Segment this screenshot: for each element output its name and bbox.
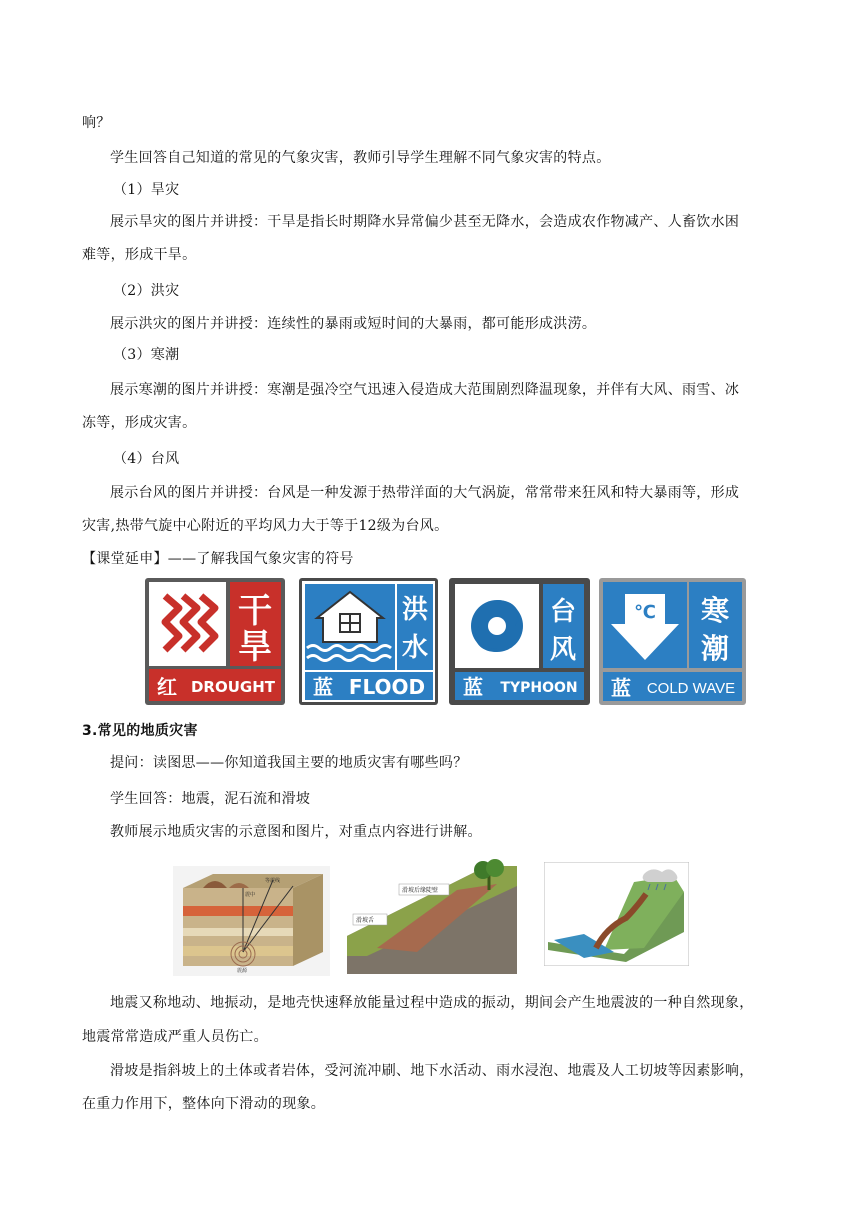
paragraph: 地震又称地动、地振动，是地壳快速释放能量过程中造成的振动，期间会产生地震波的一种自然现象， — [110, 995, 754, 1011]
landslide-diagram — [347, 856, 517, 974]
subheading-drought: （1）旱灾 — [113, 182, 180, 198]
paragraph: 学生回答：地震，泥石流和滑坡 — [110, 791, 311, 807]
diagram-label: 滑坡后缘陡壁 — [402, 887, 439, 894]
sign-text-cn-2: 旱 — [238, 627, 272, 667]
paragraph: 难等，形成干旱。 — [82, 247, 197, 263]
paragraph: 灾害,热带气旋中心附近的平均风力大于等于12级为台风。 — [82, 518, 449, 534]
earthquake-diagram — [173, 866, 330, 976]
drought-warning-sign — [145, 578, 285, 705]
paragraph: 展示寒潮的图片并讲授：寒潮是强冷空气迅速入侵造成大范围剧烈降温现象，并伴有大风、雨雪、冰 — [110, 382, 740, 398]
sign-text-cn-1: 干 — [238, 591, 272, 631]
sign-text-en: COLD WAVE — [646, 680, 736, 697]
coldwave-warning-sign — [599, 578, 746, 705]
sign-text-en: TYPHOON — [500, 680, 578, 696]
typhoon-warning-sign — [449, 578, 590, 705]
sign-text-cn-1: 寒 — [700, 594, 730, 627]
paragraph: 在重力作用下，整体向下滑动的现象。 — [82, 1096, 326, 1112]
paragraph: 展示旱灾的图片并讲授：干旱是指长时期降水异常偏少甚至无降水，会造成农作物减产、人畜饮水困 — [110, 214, 740, 230]
paragraph: 响？ — [82, 115, 111, 131]
diagram-label: 滑坡舌 — [356, 917, 375, 924]
diagram-label: 震中 — [245, 892, 256, 898]
debris-flow-diagram — [544, 862, 689, 966]
diagram-label: 等震线 — [265, 878, 281, 884]
paragraph: 滑坡是指斜坡上的土体或者岩体，受河流冲刷、地下水活动、雨水浸泡、地震及人工切坡等因素影响， — [110, 1063, 754, 1079]
sign-level: 红 — [157, 675, 177, 699]
section-heading: 3.常见的地质灾害 — [82, 723, 198, 739]
subheading-coldwave: （3）寒潮 — [113, 347, 180, 363]
sign-text-en: DROUGHT — [190, 678, 276, 696]
subheading-flood: （2）洪灾 — [113, 283, 180, 299]
sign-level: 蓝 — [313, 675, 333, 699]
paragraph: 提问：读图思——你知道我国主要的地质灾害有哪些吗？ — [110, 755, 468, 771]
paragraph: 地震常常造成严重人员伤亡。 — [82, 1029, 268, 1045]
sign-text-cn-2: 风 — [549, 635, 577, 665]
diagram-label: 震源 — [237, 968, 248, 974]
paragraph: 冻等，形成灾害。 — [82, 415, 197, 431]
celsius-icon: ℃ — [634, 602, 656, 623]
paragraph: 展示洪灾的图片并讲授：连续性的暴雨或短时间的大暴雨，都可能形成洪涝。 — [110, 316, 597, 332]
sign-level: 蓝 — [611, 676, 631, 700]
sign-text-cn-2: 潮 — [700, 632, 730, 665]
sign-text-cn-1: 洪 — [401, 595, 429, 625]
paragraph: 展示台风的图片并讲授：台风是一种发源于热带洋面的大气涡旋，常常带来狂风和特大暴雨等，形成 — [110, 485, 740, 501]
paragraph: 【课堂延申】——了解我国气象灾害的符号 — [82, 551, 354, 567]
sign-level: 蓝 — [463, 675, 483, 699]
flood-warning-sign — [299, 578, 438, 705]
paragraph: 学生回答自己知道的常见的气象灾害，教师引导学生理解不同气象灾害的特点。 — [110, 150, 611, 166]
sign-text-en: FLOOD — [348, 675, 426, 699]
subheading-typhoon: （4）台风 — [113, 451, 180, 467]
sign-text-cn-2: 水 — [401, 633, 429, 663]
sign-text-cn-1: 台 — [549, 597, 577, 627]
paragraph: 教师展示地质灾害的示意图和图片，对重点内容进行讲解。 — [110, 824, 482, 840]
